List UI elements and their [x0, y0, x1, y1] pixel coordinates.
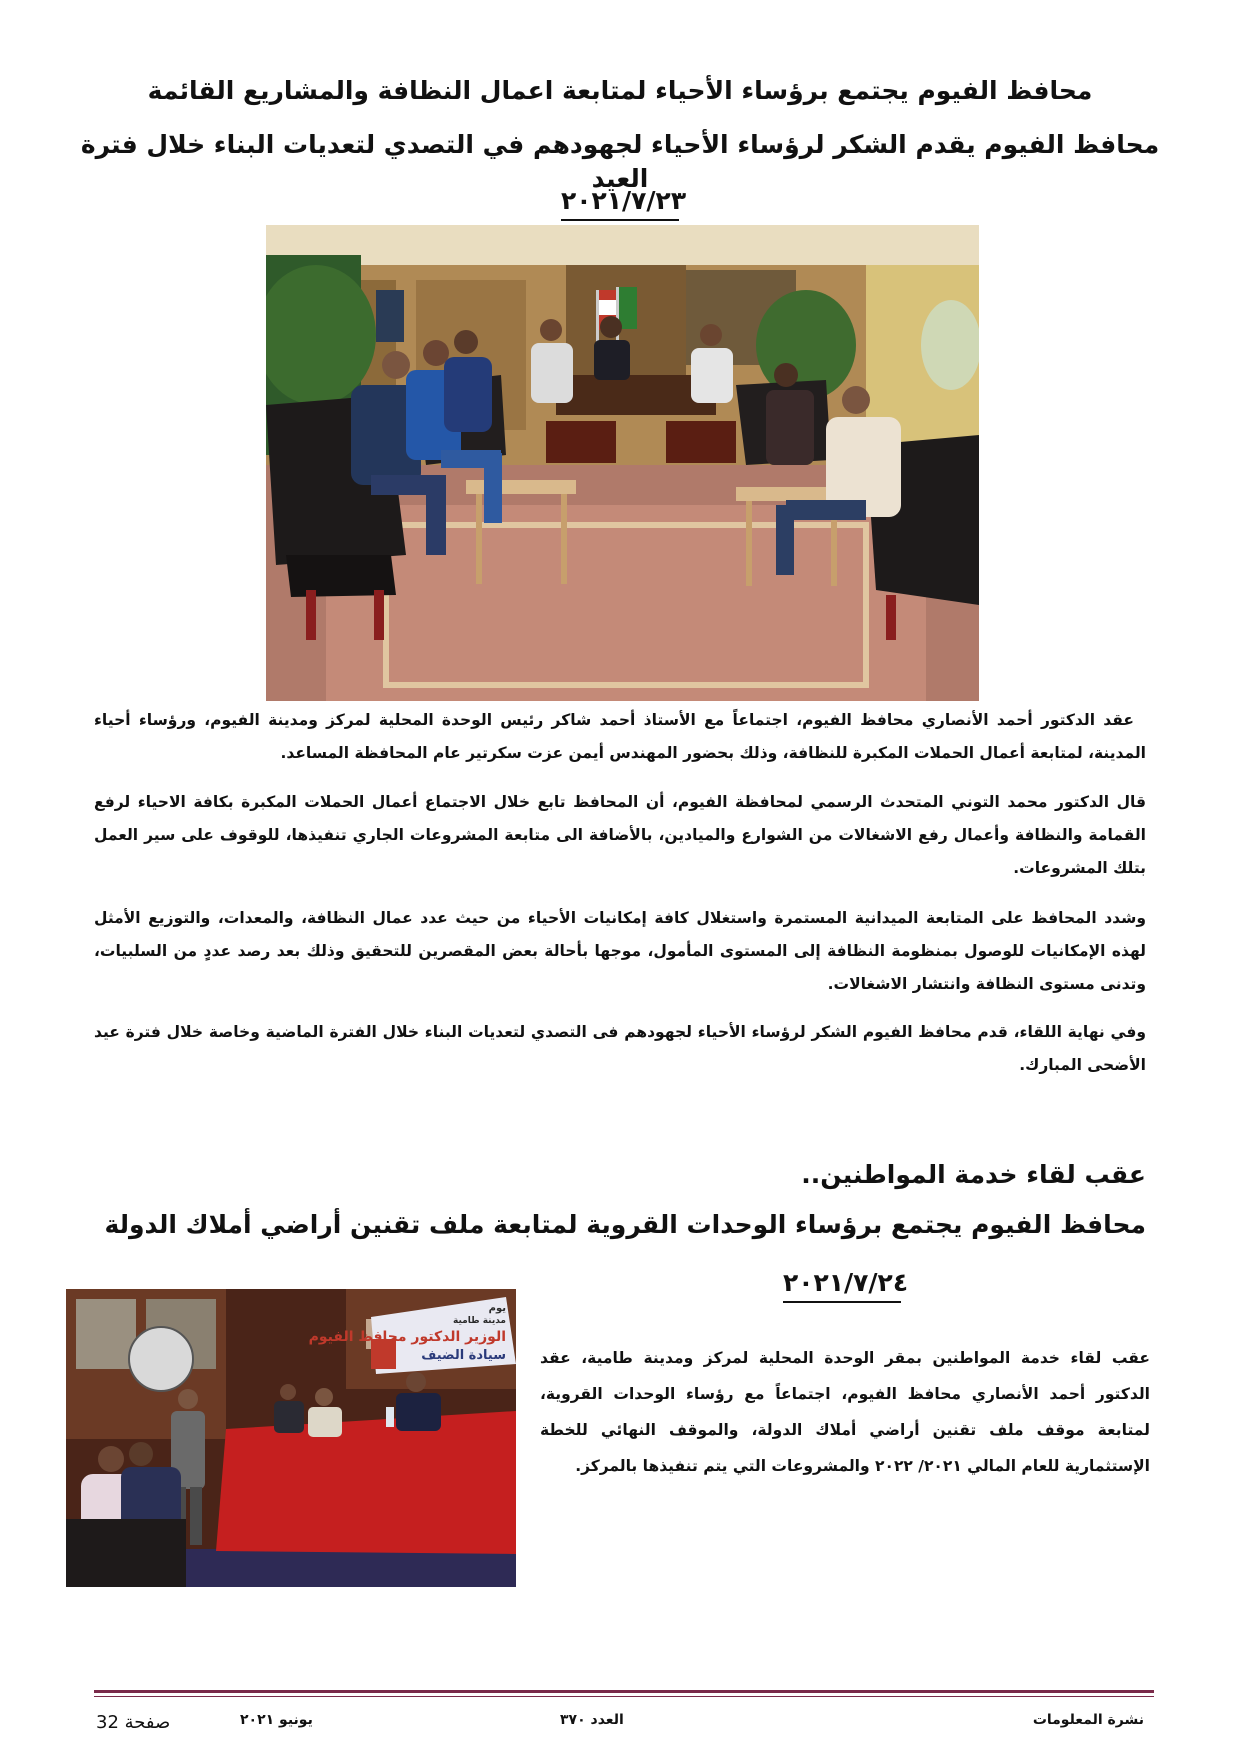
- banner-line-4: سيادة الضيف: [421, 1348, 506, 1363]
- footer-rule: [94, 1690, 1154, 1693]
- article1-paragraph-2: قال الدكتور محمد التوني المتحدث الرسمي لمحافظة الفيوم، أن المحافظ تابع خلال الاجتماع أعمال الحملات المكبرة بكافة الاحياء لرفع القمامة والنظافة وأعمال رفع الاشغالات من الشوارع والميادين، بالأضافة الى متابعة المشروعات الجاري تنفيذها، للوقوف على سير العمل بتلك المشروعات.: [94, 793, 1146, 877]
- footer-issue: العدد ٣٧٠: [560, 1712, 624, 1728]
- article1-headline: محافظ الفيوم يجتمع برؤساء الأحياء لمتابعة اعمال النظافة والمشاريع القائمة: [147, 76, 1093, 105]
- footer-page: [96, 1712, 170, 1733]
- article2-date: ٢٠٢١/٧/٢٤: [783, 1268, 901, 1303]
- banner-line-2: مدينة طامية: [453, 1316, 506, 1326]
- article1-date: ٢٠٢١/٧/٢٣: [561, 186, 679, 221]
- article2-body: عقب لقاء خدمة المواطنين بمقر الوحدة المحلية لمركز ومدينة طامية، عقد الدكتور أحمد الأنصاري محافظ الفيوم، اجتماعاً مع رؤساء الوحدات القروية، لمتابعة موقف ملف تقنين أراضي أملاك الدولة، والموقف النهائي للخطة الإستثمارية للعام المالي ٢٠٢١/ ٢٠٢٢ والمشروعات التي يتم تنفيذها بالمركز.: [540, 1349, 1150, 1475]
- footer-publication: نشرة المعلومات: [1032, 1712, 1144, 1728]
- article1-subheadline: محافظ الفيوم يقدم الشكر لرؤساء الأحياء لجهودهم في التصدي لتعديات البناء خلال فترة العيد: [80, 130, 1160, 193]
- article2-kicker: عقب لقاء خدمة المواطنين..: [801, 1160, 1146, 1189]
- article1-paragraph-3: وشدد المحافظ على المتابعة الميدانية المستمرة واستغلال كافة إمكانيات الأحياء من حيث عدد عمال النظافة، والمعدات، والتوزيع الأمثل لهذه الإمكانيات للوصول بمنظومة النظافة إلى المستوى المأمول، موجها بأحالة بعض المقصرين للتحقيق وذلك بعد رصد عددٍ من السلبيات، وتدنى مستوى النظافة وانتشار الاشغالات.: [94, 909, 1146, 993]
- village-meeting-photo: [66, 1289, 516, 1587]
- footer-page-number: 32: [96, 1712, 119, 1733]
- banner-line-1: يوم: [488, 1303, 506, 1314]
- footer-rule-thin: [94, 1696, 1154, 1697]
- article2-headline: محافظ الفيوم يجتمع برؤساء الوحدات القروية لمتابعة ملف تقنين أراضي أملاك الدولة: [104, 1210, 1146, 1239]
- banner-line-3: الوزير الدكتور محافظ الفيوم: [308, 1329, 506, 1345]
- footer-month: يونيو ٢٠٢١: [240, 1712, 313, 1728]
- article1-paragraph-4: وفي نهاية اللقاء، قدم محافظ الفيوم الشكر لرؤساء الأحياء لجهودهم فى التصدي لتعديات البناء خلال الفترة الماضية وخاصة خلال فترة عيد الأضحى المبارك.: [94, 1023, 1146, 1074]
- footer-page-label: صفحة: [124, 1712, 171, 1733]
- article1-paragraph-1: عقد الدكتور أحمد الأنصاري محافظ الفيوم، اجتماعاً مع الأستاذ أحمد شاكر رئيس الوحدة المحلية لمركز ومدينة الفيوم، ورؤساء أحياء المدينة، لمتابعة أعمال الحملات المكبرة للنظافة، وذلك بحضور المهندس أيمن عزت سكرتير عام المحافظة المساعد.: [94, 711, 1146, 762]
- meeting-photo: [266, 225, 979, 701]
